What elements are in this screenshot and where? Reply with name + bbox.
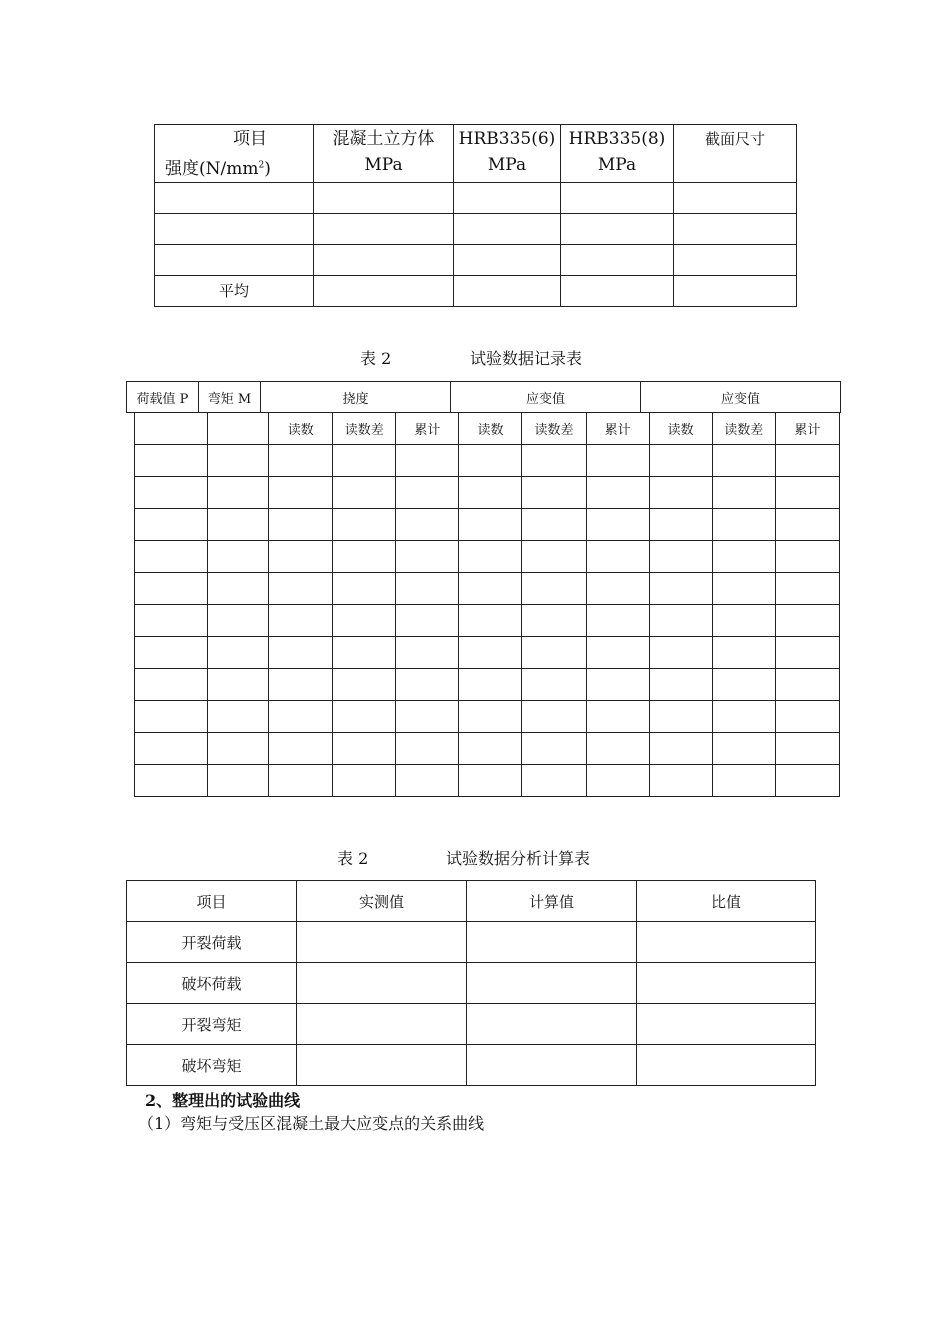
item-label: 项目	[233, 129, 267, 149]
item-header: 项目	[127, 881, 297, 922]
section-title: 2、整理出的试验曲线	[145, 1091, 301, 1110]
table-row	[155, 244, 797, 275]
table-row	[135, 605, 840, 637]
table-row	[135, 701, 840, 733]
analysis-table	[126, 880, 816, 1086]
reading-diff-header: 读数差	[333, 413, 396, 445]
subheader-row	[135, 413, 840, 445]
cumulative-header: 累计	[775, 413, 839, 445]
hrb335-6-header: HRB335(6) MPa	[454, 125, 561, 183]
strain-header-2: 应变值	[641, 382, 841, 413]
reading-diff-header: 读数差	[712, 413, 775, 445]
reading-header: 读数	[649, 413, 712, 445]
reading-header: 读数	[269, 413, 333, 445]
ratio-header: 比值	[637, 881, 816, 922]
measured-header: 实测值	[297, 881, 467, 922]
strength-unit-label: 强度$(N/mm^2)$	[165, 158, 271, 179]
table-row	[155, 182, 797, 213]
row-label: 开裂荷载	[127, 922, 297, 963]
table-row	[127, 1004, 816, 1045]
row-label: 开裂弯矩	[127, 1004, 297, 1045]
table3-caption-number: 表 2	[337, 849, 369, 868]
strength-header-label	[155, 125, 314, 183]
record-table	[134, 412, 840, 797]
table-row	[135, 733, 840, 765]
table-row	[135, 637, 840, 669]
table-row	[127, 922, 816, 963]
cumulative-header: 累计	[396, 413, 459, 445]
table-row	[127, 963, 816, 1004]
table2-caption-title: 试验数据记录表	[470, 349, 583, 368]
deflection-header: 挠度	[261, 382, 451, 413]
table-row	[135, 573, 840, 605]
load-header: 荷载值 P	[127, 382, 199, 413]
table-row	[135, 445, 840, 477]
table-row	[135, 765, 840, 797]
row-label: 破坏荷载	[127, 963, 297, 1004]
hrb335-8-header: HRB335(8) MPa	[561, 125, 674, 183]
table2-caption-number: 表 2	[360, 349, 392, 368]
average-label: 平均	[155, 275, 314, 306]
row-label: 破坏弯矩	[127, 1045, 297, 1086]
table-row	[127, 1045, 816, 1086]
strength-table	[154, 124, 797, 307]
reading-diff-header: 读数差	[522, 413, 586, 445]
analysis-header-row	[127, 881, 816, 922]
table-row	[135, 541, 840, 573]
table-row	[135, 669, 840, 701]
record-table-header	[126, 381, 841, 413]
table-row	[135, 509, 840, 541]
cumulative-header: 累计	[586, 413, 649, 445]
section-subtitle: （1）弯矩与受压区混凝土最大应变点的关系曲线	[138, 1114, 485, 1133]
concrete-cube-header: 混凝土立方体 MPa	[314, 125, 454, 183]
table-row	[155, 213, 797, 244]
moment-header: 弯矩 M	[199, 382, 261, 413]
table-row	[155, 275, 797, 306]
table3-caption-title: 试验数据分析计算表	[446, 849, 591, 868]
calculated-header: 计算值	[467, 881, 637, 922]
table-row	[135, 477, 840, 509]
section-size-header: 截面尺寸	[674, 125, 797, 183]
strain-header-1: 应变值	[451, 382, 641, 413]
reading-header: 读数	[459, 413, 522, 445]
